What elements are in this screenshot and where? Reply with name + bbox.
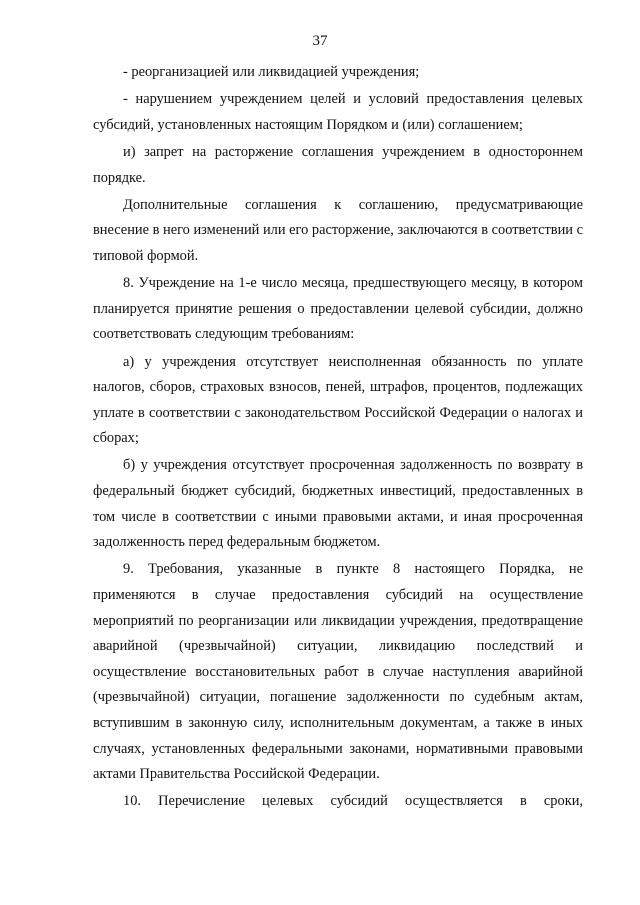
paragraph-item-10: 10. Перечисление целевых субсидий осуществляется в сроки, bbox=[123, 793, 583, 810]
paragraph-additional-agreements: Дополнительные соглашения к соглашению, предусматривающие внесение в него изменений или его расторжение, заключаются в соответствии с типовой формой. bbox=[93, 196, 583, 264]
document-body bbox=[93, 60, 583, 817]
paragraph-item-8: 8. Учреждение на 1-е число месяца, предшествующего месяцу, в котором планируется принятие решения о предоставлении целевой субсидии, должно соответствовать следующим требованиям: bbox=[93, 275, 583, 343]
page-number: 37 bbox=[312, 33, 328, 49]
paragraph-termination-ban: и) запрет на расторжение соглашения учреждением в одностороннем порядке. bbox=[93, 143, 583, 186]
paragraph-item-8b: б) у учреждения отсутствует просроченная задолженность по возврату в федеральный бюджет субсидий, бюджетных инвестиций, предоставленных в том числе в соответствии с иными правовыми актами, и иная просроченная задолженность перед федеральным бюджетом. bbox=[93, 457, 583, 551]
paragraph-violation: - нарушением учреждением целей и условий предоставления целевых субсидий, установленных настоящим Порядком и (или) соглашением; bbox=[93, 91, 583, 133]
paragraph-item-9: 9. Требования, указанные в пункте 8 настоящего Порядка, не применяются в случае предоставления субсидий на осуществление мероприятий по реорганизации или ликвидации учреждения, предотвращение аварийной (чрезвычайной) ситуации, ликвидацию последствий и осуществление восстановительных работ в случае наступления аварийной (чрезвычайной) ситуации, погашение задолженности по судебным актам, вступившим в законную силу, исполнительным документам, а также в иных случаях, установленных федеральными законами, нормативными правовыми актами Правительства Российской Федерации. bbox=[93, 561, 583, 783]
paragraph-item-8a: а) у учреждения отсутствует неисполненная обязанность по уплате налогов, сборов, страховых взносов, пеней, штрафов, процентов, подлежащих уплате в соответствии с законодательством Российской Федерации о налогах и сборах; bbox=[93, 353, 583, 447]
paragraph-reorganization: - реорганизацией или ликвидацией учреждения; bbox=[123, 64, 420, 80]
